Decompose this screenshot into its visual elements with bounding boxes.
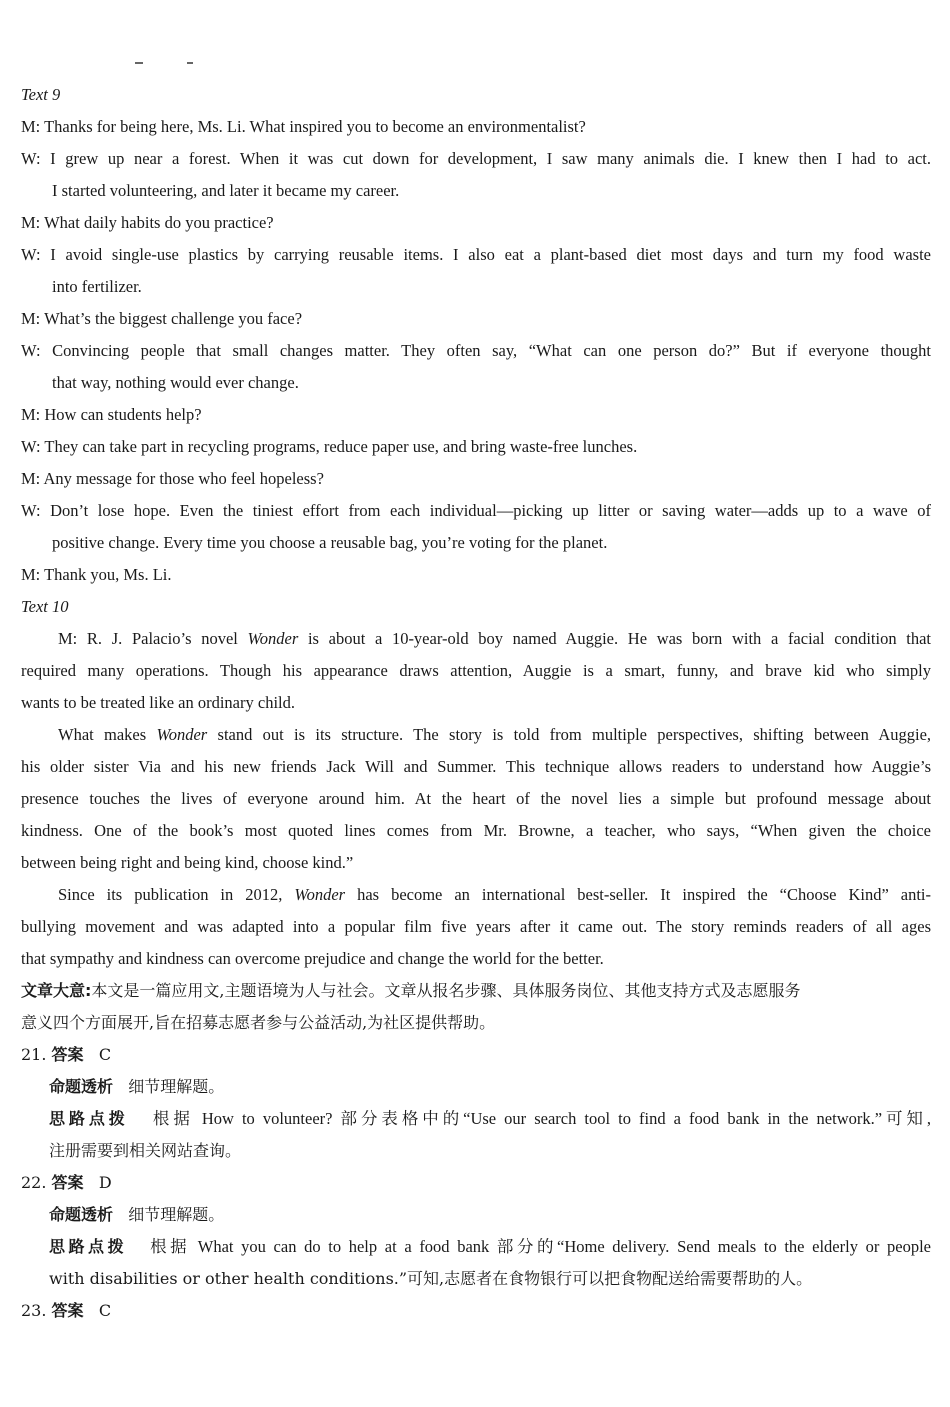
book-title: Wonder xyxy=(247,629,299,648)
text-run: has become an international best-seller. It inspired the “Choose Kind” anti- xyxy=(357,885,931,904)
paragraph-line: required many operations. Though his appearance draws attention, Auggie is a smart, funny, and brave kid who simply xyxy=(21,661,931,680)
dialogue-line: M: What’s the biggest challenge you face? xyxy=(21,309,303,328)
type-row xyxy=(49,1076,931,1098)
dialogue-line: M: What daily habits do you practice? xyxy=(21,213,274,232)
dialogue-line: positive change. Every time you choose a reusable bag, you’re voting for the planet. xyxy=(52,533,608,552)
answer-row xyxy=(21,1300,931,1322)
question-number: 21. xyxy=(21,1045,47,1064)
hint-row: with disabilities or other health conditions.”可知,志愿者在食物银行可以把食物配送给需要帮助的人。 xyxy=(49,1269,813,1288)
paragraph-line: his older sister Via and his new friends Jack Will and Summer. This technique allows readers to understand how Auggie’s xyxy=(21,757,931,776)
summary-text: 本文是一篇应用文,主题语境为人与社会。文章从报名步骤、具体服务岗位、其他支持方式及志愿服务 xyxy=(91,981,801,1000)
dialogue-line: W: Convincing people that small changes matter. They often say, “What can one person do?” But if everyone thought xyxy=(21,341,931,360)
hint-row xyxy=(49,1108,931,1130)
type-label: 命题透析 xyxy=(49,1077,114,1096)
dialogue-line: M: Thank you, Ms. Li. xyxy=(21,565,172,584)
text-run: M: R. J. Palacio’s novel xyxy=(58,629,238,648)
dialogue-line: W: Don’t lose hope. Even the tiniest effort from each individual—picking up litter or saving water—adds up to a wave of xyxy=(21,501,931,520)
dialogue-line: W: They can take part in recycling programs, reduce paper use, and bring waste-free lunches. xyxy=(21,437,638,456)
dialogue-line: M: How can students help? xyxy=(21,405,202,424)
text-run: What makes xyxy=(58,725,147,744)
answer-row xyxy=(21,1172,931,1194)
book-title: Wonder xyxy=(294,885,346,904)
hint-row xyxy=(49,1236,931,1258)
paragraph-line xyxy=(58,724,931,746)
paragraph-line: wants to be treated like an ordinary child. xyxy=(21,693,295,712)
answer-label: 答案 xyxy=(51,1173,84,1192)
type-text: 细节理解题。 xyxy=(128,1077,225,1096)
text-run: is about a 10-year-old boy named Auggie. He was born with a facial condition that xyxy=(307,629,931,648)
question-number: 22. xyxy=(21,1173,47,1192)
hint-text: 根据 How to volunteer? 部分表格中的“Use our search tool to find a food bank in the network.”可知, xyxy=(152,1109,931,1128)
paragraph-line: kindness. One of the book’s most quoted lines comes from Mr. Browne, a teacher, who says, “When given the choice xyxy=(21,821,931,840)
text9-heading: Text 9 xyxy=(21,85,61,104)
paragraph-line xyxy=(58,628,931,650)
paragraph-line: bullying movement and was adapted into a popular film five years after it came out. The story reminds readers of all ages xyxy=(21,917,931,936)
summary-label: 文章大意: xyxy=(21,981,92,1000)
cropped-text-mark xyxy=(187,62,193,64)
paragraph-line: between being right and being kind, choose kind.” xyxy=(21,853,354,872)
hint-label: 思路点拨 xyxy=(49,1237,128,1256)
answer-value: D xyxy=(98,1173,112,1192)
dialogue-line: M: Any message for those who feel hopeless? xyxy=(21,469,324,488)
answer-label: 答案 xyxy=(51,1045,84,1064)
answer-value: C xyxy=(98,1045,112,1064)
type-row xyxy=(49,1204,931,1226)
dialogue-line: I started volunteering, and later it became my career. xyxy=(52,181,400,200)
paragraph-line: presence touches the lives of everyone around him. At the heart of the novel lies a simple but profound message about xyxy=(21,789,931,808)
answer-row xyxy=(21,1044,931,1066)
answer-label: 答案 xyxy=(51,1301,84,1320)
text10-heading: Text 10 xyxy=(21,597,69,616)
paragraph-line: that sympathy and kindness can overcome prejudice and change the world for the better. xyxy=(21,949,604,968)
summary-line xyxy=(21,980,931,1002)
dialogue-line: W: I avoid single-use plastics by carrying reusable items. I also eat a plant-based diet most days and turn my food waste xyxy=(21,245,931,264)
type-label: 命题透析 xyxy=(49,1205,114,1224)
cropped-text-mark xyxy=(135,62,143,64)
answer-value: C xyxy=(98,1301,112,1320)
hint-row: 注册需要到相关网站查询。 xyxy=(49,1141,242,1160)
dialogue-line: M: Thanks for being here, Ms. Li. What inspired you to become an environmentalist? xyxy=(21,117,586,136)
paragraph-line xyxy=(58,884,931,906)
dialogue-line: into fertilizer. xyxy=(52,277,142,296)
type-text: 细节理解题。 xyxy=(128,1205,225,1224)
question-number: 23. xyxy=(21,1301,47,1320)
dialogue-line: W: I grew up near a forest. When it was cut down for development, I saw many animals die. I knew then I had to act. xyxy=(21,149,931,168)
book-title: Wonder xyxy=(156,725,208,744)
hint-text: 根据 What you can do to help at a food bank 部分的“Home delivery. Send meals to the elderly or people xyxy=(150,1237,931,1256)
dialogue-line: that way, nothing would ever change. xyxy=(52,373,299,392)
summary-line: 意义四个方面展开,旨在招募志愿者参与公益活动,为社区提供帮助。 xyxy=(21,1013,496,1032)
text-run: Since its publication in 2012, xyxy=(58,885,283,904)
hint-label: 思路点拨 xyxy=(49,1109,129,1128)
text-run: stand out is its structure. The story is told from multiple perspectives, shifting between Auggie, xyxy=(217,725,932,744)
